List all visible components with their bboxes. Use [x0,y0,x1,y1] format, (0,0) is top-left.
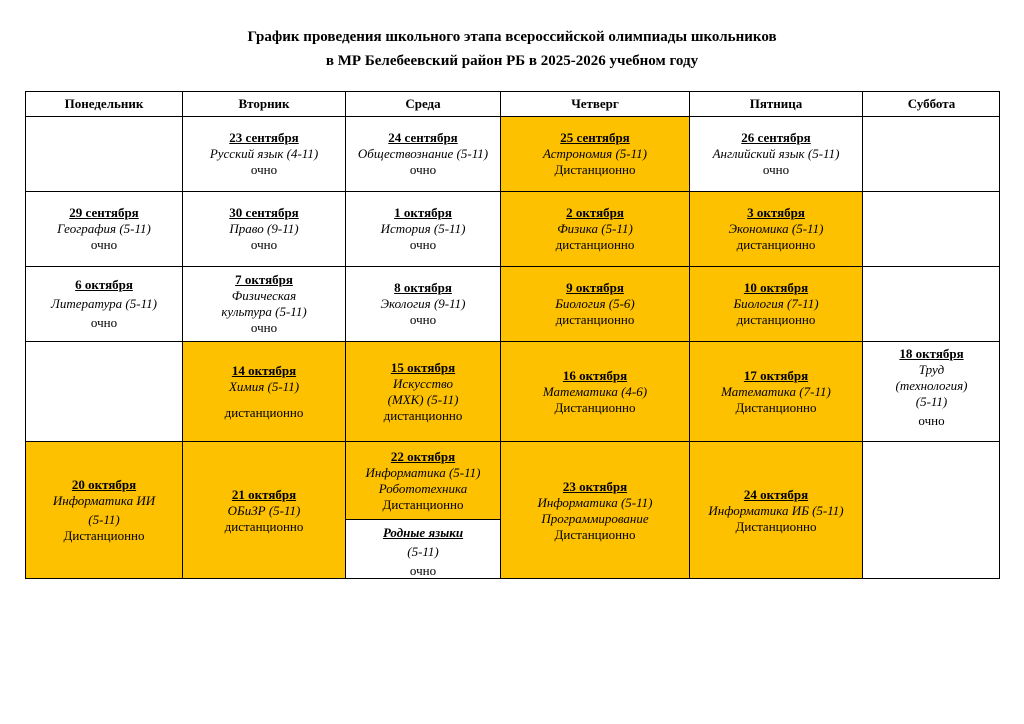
day-cell [345,519,500,579]
page-title-line1: График проведения школьного этапа всероссийской олимпиады школьников [247,29,777,45]
event-date: 9 октября [566,280,624,295]
page-title-line2: в МР Белебеевский район РБ в 2025-2026 учебном году [325,53,699,69]
event-date: 29 сентября [69,205,139,220]
day-cell-empty [862,441,1000,579]
event-subject: ОБиЗР (5-11) [227,502,301,518]
event-date: 3 октября [747,205,805,220]
event-date: 23 октября [562,478,628,494]
event-date: 17 октября [743,367,809,383]
event-subject: Информатика (5-11) [365,464,481,480]
event-date: 26 сентября [741,130,811,145]
day-cell [182,191,345,266]
event-format: очно [250,237,278,252]
event-subject: Астрономия (5-11) [543,146,647,161]
event-subject: Физическая культура (5-11) [221,288,307,319]
day-cell-empty [862,116,1000,191]
event-format: Дистанционно [554,526,636,542]
event-subject: Математика (7-11) [721,383,831,399]
event-grades: (5-11) [915,394,948,409]
event-subject-2: Робототехника [378,480,468,496]
event-date: 25 сентября [560,130,630,145]
event-format: очно [409,312,437,327]
table-border-bottom [25,578,1000,579]
day-cell [345,266,500,341]
event-subject: Русский язык (4-11) [209,146,319,161]
event-format: очно [409,162,437,177]
event-date: 23 сентября [229,130,299,145]
event-format: Дистанционно [382,496,464,512]
event-date: 6 октября [75,277,133,292]
event-format: дистанционно [555,312,635,327]
event-subject: Математика (4-6) [542,383,648,399]
event-grades: (5-11) [88,512,120,527]
event-subject-2: Программирование [541,510,649,526]
day-cell-remote [345,341,500,441]
event-format: очно [250,320,278,335]
day-cell-remote [500,341,689,441]
event-date: 18 октября [899,346,964,361]
event-format: очно [250,162,278,177]
event-format: Дистанционно [735,518,817,534]
event-format: очно [409,237,437,252]
event-date: 16 октября [562,367,628,383]
header-thursday: Четверг [500,91,689,116]
day-cell-remote [500,441,689,579]
day-cell [182,116,345,191]
event-date: 21 октября [231,486,297,502]
event-format: дистанционно [224,518,304,534]
event-subject: Литература (5-11) [51,296,157,311]
event-date: 2 октября [566,205,624,220]
event-subject: Экология (9-11) [380,296,466,311]
event-date: 22 октября [390,448,456,464]
day-cell-remote [689,266,862,341]
event-subject: Биология (7-11) [733,296,819,311]
event-subject: Труд (технология) [895,362,968,393]
day-cell-empty [862,191,1000,266]
day-cell [862,341,1000,441]
event-subject: География (5-11) [57,221,151,236]
event-date: 10 октября [743,280,809,295]
day-cell-remote [182,341,345,441]
day-cell-remote [500,266,689,341]
event-format: дистанционно [736,312,816,327]
event-format: очно [90,315,118,330]
event-format: дистанционно [555,237,635,252]
event-subject: Экономика (5-11) [728,221,824,236]
day-cell-empty [862,266,1000,341]
event-format: Дистанционно [554,162,636,177]
event-subject: Физика (5-11) [557,221,633,236]
event-date: 15 октября [390,359,456,375]
day-cell-remote [689,191,862,266]
event-date: 30 сентября [229,205,299,220]
header-saturday: Суббота [862,91,1000,116]
event-date: 1 октября [394,205,452,220]
event-subject: Информатика (5-11) [537,494,653,510]
day-cell-remote [500,191,689,266]
event-date: 24 сентября [388,130,458,145]
event-format: Дистанционно [554,399,636,415]
event-date: 14 октября [231,362,297,378]
event-grades: (5-11) [407,544,439,559]
day-cell-remote [689,341,862,441]
event-subject: Искусство (МХК) (5-11) [387,375,459,407]
event-format: очно [409,563,437,578]
header-wednesday: Среда [345,91,500,116]
event-subject: Право (9-11) [229,221,299,236]
event-format: Дистанционно [735,399,817,415]
header-tuesday: Вторник [182,91,345,116]
event-date: 24 октября [743,486,809,502]
event-subject: История (5-11) [380,221,466,236]
event-subject: Английский язык (5-11) [712,146,840,161]
day-cell-remote [25,441,182,579]
event-subject: Информатика ИБ (5-11) [708,502,844,518]
day-cell [345,191,500,266]
day-cell [25,191,182,266]
day-cell [182,266,345,341]
day-cell-remote [689,441,862,579]
day-cell-remote [345,441,500,519]
day-cell [345,116,500,191]
event-format: очно [90,237,118,252]
day-cell-empty [25,341,182,441]
header-monday: Понедельник [25,91,182,116]
event-date: 8 октября [394,280,452,295]
event-format: очно [918,413,945,428]
event-format: Дистанционно [63,528,145,543]
event-subject: Родные языки [382,525,464,540]
day-cell-remote [182,441,345,579]
event-format: дистанционно [383,407,463,423]
event-format: дистанционно [224,404,304,420]
event-subject: Биология (5-6) [555,296,635,311]
event-format: очно [762,162,790,177]
event-subject: Обществознание (5-11) [357,146,489,161]
schedule-table [25,91,1000,579]
event-subject: Химия (5-11) [228,378,300,394]
day-cell [689,116,862,191]
day-cell [25,266,182,341]
event-date: 20 октября [71,477,137,492]
table-border-right [999,91,1000,579]
header-friday: Пятница [689,91,862,116]
event-subject: Информатика ИИ [52,493,156,508]
event-format: дистанционно [736,237,816,252]
day-cell-remote [500,116,689,191]
event-date: 7 октября [235,272,293,287]
day-cell-empty [25,116,182,191]
